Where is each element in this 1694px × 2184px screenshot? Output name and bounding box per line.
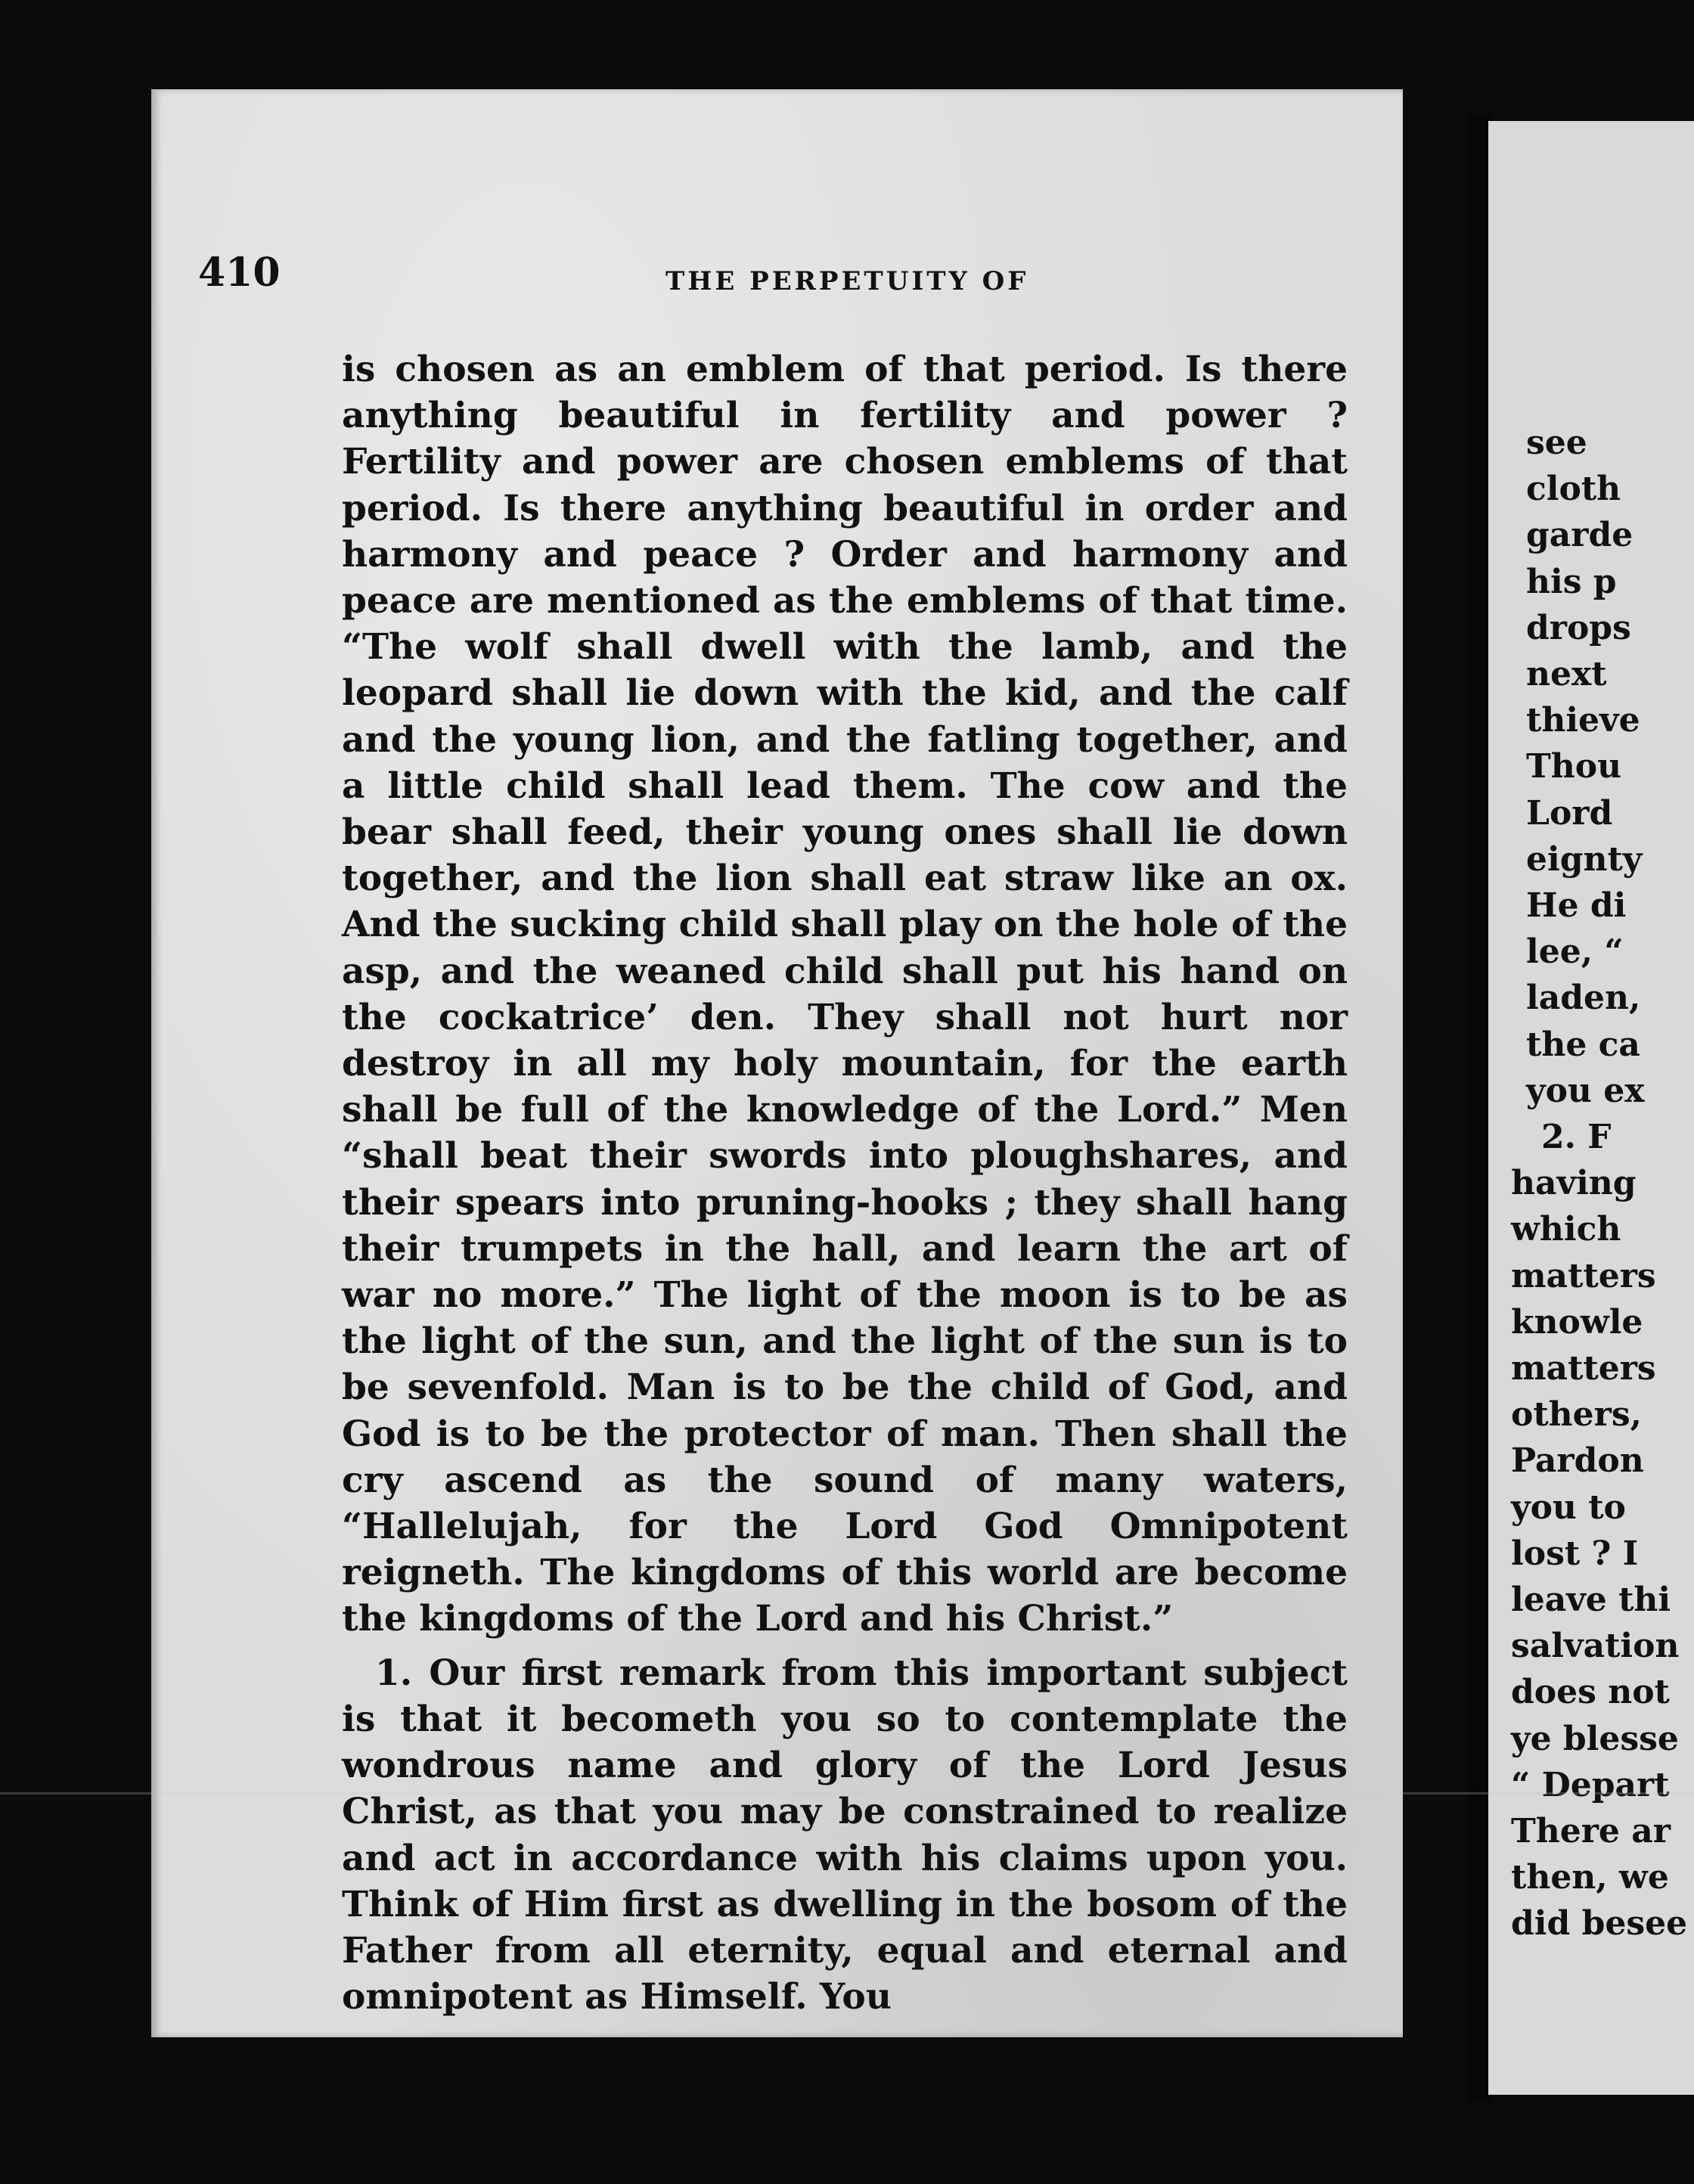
right-page-line: Thou: [1526, 747, 1622, 786]
right-page-line: having: [1511, 1164, 1637, 1203]
right-page-line: next: [1526, 655, 1607, 693]
right-page-line: Pardon: [1511, 1441, 1644, 1481]
right-page-line: laden,: [1526, 979, 1641, 1018]
right-page-line: matters: [1511, 1349, 1656, 1388]
right-page-line: lost ? I: [1511, 1534, 1639, 1573]
right-page-line: cloth: [1526, 470, 1621, 509]
right-page-line: see: [1526, 423, 1587, 462]
right-page-line: “ Depart: [1511, 1765, 1670, 1804]
film-scratch: [0, 1792, 1694, 1795]
right-page-line: does not: [1511, 1673, 1670, 1712]
paragraph-continuation: is chosen as an emblem of that period. Is there anything beautiful in fertility and power ? Fertility and power are chosen emblems of that period. Is there anything beautiful in order and harmony and peace ? Order and harmony and peace are mentioned as the emblems of that time. “The wolf shall dwell with the lamb, and the leopard shall lie down with the kid, and the calf and the young lion, and the fatling together, and a little child shall lead them. The cow and the bear shall feed, their young ones shall lie down together, and the lion shall eat straw like an ox. And the sucking child shall play on the hole of the asp, and the weaned child shall put his hand on the cockatrice’ den. They shall not hurt nor destroy in all my holy mountain, for the earth shall be full of the knowledge of the Lord.” Men “shall beat their swords into ploughshares, and their spears into pruning-hooks ; they shall hang their trumpets in the hall, and learn the art of war no more.” The light of the moon is to be as the light of the sun, and the light of the sun is to be sevenfold. Man is to be the child of God, and God is to be the protector of man. Then shall the cry ascend as the sound of many waters, “Hallelujah, for the Lord God Omnipotent reigneth. The kingdoms of this world are become the kingdoms of the Lord and his Christ.”: [342, 349, 1348, 1640]
right-page-line: leave thi: [1511, 1581, 1671, 1619]
page-number: 410: [198, 250, 281, 296]
right-page-line: which: [1511, 1210, 1621, 1249]
right-page-line: Lord: [1526, 793, 1613, 833]
right-page-line: garde: [1526, 516, 1634, 555]
body-text: [342, 346, 1348, 2020]
right-page-line: his p: [1526, 562, 1617, 601]
running-head: THE PERPETUITY OF: [666, 266, 1029, 296]
right-page-line: There ar: [1511, 1812, 1671, 1851]
right-page-line: others,: [1511, 1395, 1642, 1435]
right-page-line: ye blesse: [1511, 1719, 1679, 1758]
right-page-line: matters: [1511, 1256, 1656, 1295]
right-page-line: the ca: [1526, 1025, 1640, 1064]
right-page-line: did besee: [1511, 1904, 1688, 1944]
right-page-line: He di: [1526, 886, 1627, 925]
right-page-line: eignty: [1526, 839, 1643, 879]
right-page-line: drops: [1526, 608, 1631, 647]
right-page-line: lee, “: [1526, 932, 1624, 972]
right-page-line: salvation: [1511, 1627, 1680, 1666]
right-page-line: thieve: [1526, 701, 1640, 740]
paragraph-first-remark: 1. Our first remark from this important subject is that it becometh you so to contemplate the wondrous name and glory of the Lord Jesus Christ, as that you may be constrained to realize and act in accordance with his claims upon you. Think of Him first as dwelling in the bosom of the Father from all eternity, equal and eternal and omnipotent as Himself. You: [342, 1652, 1348, 2018]
right-page-line: you ex: [1526, 1071, 1645, 1110]
right-page-line: 2. F: [1541, 1118, 1612, 1156]
right-page-line: knowle: [1511, 1302, 1643, 1342]
right-page-line: you to: [1511, 1488, 1626, 1527]
right-page-line: then, we: [1511, 1858, 1669, 1897]
